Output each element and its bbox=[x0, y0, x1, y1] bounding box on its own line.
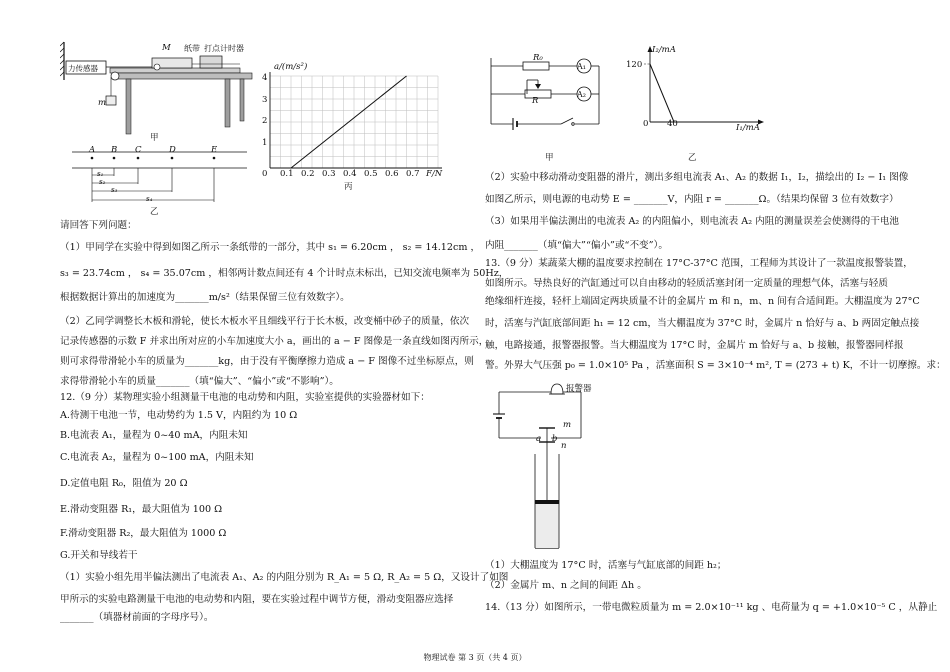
tape-point-e: E bbox=[211, 145, 218, 155]
q11-2-line2: 记录传感器的示数 F 并求出所对应的小车加速度大小 a，画出的 a − F 图像是一条直线如图丙所示， bbox=[60, 336, 489, 347]
q13-line1: 13.（9 分）某蔬菜大棚的温度要求控制在 17°C-37°C 范围，工程师为其设计了一款温度报警装置， bbox=[485, 258, 913, 269]
bing-xtick-05: 0.5 bbox=[364, 169, 378, 179]
fig-circuit bbox=[487, 50, 617, 142]
bucket-mass-label: m bbox=[98, 98, 107, 108]
q12-3-line1: （3）如果用半偏法测出的电流表 A₂ 的内阻偏小，则电流表 A₂ 内阻的测量误差会使测得的干电池 bbox=[485, 216, 900, 227]
q12-title: 12.（9 分）某物理实验小组测量干电池的电动势和内阻，实验室提供的实验器材如下： bbox=[60, 392, 430, 403]
bing-xtick-03: 0.3 bbox=[322, 169, 336, 179]
q14-text: 14.（13 分）如图所示，一带电微粒质量为 m = 2.0×10⁻¹¹ kg 、电荷量为 q = +1.0×10⁻⁵ C ，从静止 bbox=[485, 602, 938, 613]
circuit-a1-label: A₁ bbox=[577, 62, 586, 71]
car-mass-label: M bbox=[162, 43, 171, 53]
q11-2-line4: 求得带滑轮小车的质量_______（填“偏大”、“偏小”或“不影响”）。 bbox=[60, 376, 339, 387]
graph-i2-label: I₂/mA bbox=[652, 45, 676, 55]
q12-1-line1: （1）实验小组先用半偏法测出了电流表 A₁、A₂ 的内阻分别为 R_A₁ = 5 Ω, R_A₂ = 5 Ω，又设计了如图 bbox=[60, 572, 509, 583]
q13-sub2: （2）金属片 m、n 之间的间距 Δh 。 bbox=[485, 580, 647, 591]
tape-point-d: D bbox=[169, 145, 176, 155]
q13-sub1: （1）大棚温度为 17°C 时，活塞与气缸底部的间距 h₂； bbox=[485, 560, 727, 571]
bing-ytick-2: 2 bbox=[262, 116, 268, 126]
timer-label: 打点计时器 bbox=[204, 44, 244, 53]
tape-point-c: C bbox=[135, 145, 142, 155]
q11-2-line1: （2）乙同学调整长木板和滑轮，使长木板水平且细线平行于长木板，改变桶中砂子的质量，依次 bbox=[60, 316, 470, 327]
intro-text: 请回答下列问题： bbox=[60, 220, 137, 231]
sensor-label: 力传感器 bbox=[68, 64, 98, 73]
graph-origin: 0 bbox=[643, 119, 649, 129]
contact-b-label: b bbox=[552, 434, 558, 444]
fig-jia-apparatus bbox=[60, 40, 270, 140]
plate-n-label: n bbox=[561, 441, 567, 451]
graph-caption: 乙 bbox=[688, 153, 697, 163]
q12-1-line3: _______（填器材前面的字母序号）。 bbox=[60, 612, 214, 623]
circuit-a2-label: A₂ bbox=[577, 90, 586, 99]
item-c: C.电流表 A₂，量程为 0~100 mA，内阻未知 bbox=[60, 452, 254, 463]
q13-line4: 时，活塞与汽缸底部间距 h₁ = 12 cm，当大棚温度为 37°C 时，金属片 n 恰好与 a、b 两固定触点接 bbox=[485, 318, 920, 329]
q12-2-line1: （2）实验中移动滑动变阻器的滑片，测出多组电流表 A₁、A₂ 的数据 I₁，I₂，描绘出的 I₂ − I₁ 图像 bbox=[485, 172, 909, 183]
circuit-r-label: R bbox=[532, 96, 539, 106]
item-a: A.待测干电池一节，电动势约为 1.5 V，内阻约为 10 Ω bbox=[60, 410, 298, 421]
fig-bing-graph bbox=[256, 62, 446, 184]
q11-1-line2: s₃ = 23.74cm ， s₄ = 35.07cm ，相邻两计数点间还有 4 个计时点未标出，已知交流电频率为 50Hz， bbox=[60, 268, 509, 279]
fig-yi-caption: 乙 bbox=[150, 207, 159, 217]
plate-m-label: m bbox=[563, 420, 572, 430]
tape-label: 纸带 bbox=[184, 44, 200, 53]
bing-xtick-04: 0.4 bbox=[343, 169, 357, 179]
tape-point-a: A bbox=[89, 145, 96, 155]
bing-xtick-02: 0.2 bbox=[301, 169, 315, 179]
bing-xtick-01: 0.1 bbox=[280, 169, 294, 179]
bing-xlabel: F/N bbox=[426, 169, 443, 179]
q12-3-line2: 内阻_______（填“偏大”“偏小”或“不变”）。 bbox=[485, 240, 668, 251]
segment-s2: s₂ bbox=[99, 178, 106, 186]
segment-s4: s₄ bbox=[146, 195, 153, 203]
fig-i2-i1-graph bbox=[640, 44, 770, 130]
circuit-caption: 甲 bbox=[545, 153, 554, 163]
segment-s3: s₃ bbox=[111, 186, 118, 194]
q11-2-line3: 则可求得带滑轮小车的质量为_______kg，由于没有平衡摩擦力造成 a − F 图像不过坐标原点，则 bbox=[60, 356, 474, 367]
q13-line6: 警。外界大气压强 p₀ = 1.0×10⁵ Pa ，活塞面积 S = 3×10⁻⁴ m², T = (273 + t) K，不计一切摩擦。求： bbox=[485, 360, 946, 371]
bing-xtick-07: 0.7 bbox=[406, 169, 420, 179]
q12-1-line2: 甲所示的实验电路测量干电池的电动势和内阻，要在实验过程中调节方便，滑动变阻器应选择 bbox=[60, 594, 454, 605]
graph-i1-label: I₁/mA bbox=[736, 123, 760, 133]
item-g: G.开关和导线若干 bbox=[60, 550, 138, 561]
alarm-label: 报警器 bbox=[566, 384, 592, 394]
fig-jia-caption: 甲 bbox=[150, 133, 159, 143]
bing-xtick-06: 0.6 bbox=[385, 169, 399, 179]
q13-line2: 如图所示。导热良好的汽缸通过可以自由移动的轻质活塞封闭一定质量的理想气体，活塞与轻质 bbox=[485, 278, 888, 289]
tape-point-b: B bbox=[111, 145, 118, 155]
q11-1-line3: 根据数据计算出的加速度为_______m/s²（结果保留三位有效数字）。 bbox=[60, 292, 350, 303]
page-footer: 物理试卷 第 3 页（共 4 页） bbox=[423, 653, 527, 662]
segment-s1: s₁ bbox=[97, 170, 104, 178]
fig-bing-caption: 丙 bbox=[344, 182, 353, 192]
bing-ytick-1: 1 bbox=[262, 138, 268, 148]
graph-x40: 40 bbox=[667, 119, 678, 129]
bing-ytick-3: 3 bbox=[262, 95, 268, 105]
q12-2-line2: 如图乙所示，则电源的电动势 E = _______V，内阻 r = _______Ω。（结果均保留 3 位有效数字） bbox=[485, 194, 899, 205]
circuit-r0-label: R₀ bbox=[533, 53, 543, 63]
fig-alarm-cylinder bbox=[485, 376, 615, 554]
item-f: F.滑动变阻器 R₂，最大阻值为 1000 Ω bbox=[60, 528, 227, 539]
bing-origin: 0 bbox=[262, 169, 268, 179]
bing-ytick-4: 4 bbox=[262, 73, 268, 83]
item-e: E.滑动变阻器 R₁，最大阻值为 100 Ω bbox=[60, 504, 223, 515]
contact-a-label: a bbox=[536, 434, 542, 444]
item-d: D.定值电阻 R₀，阻值为 20 Ω bbox=[60, 478, 188, 489]
q13-line5: 触，电路接通，报警器报警。当大棚温度为 17°C 时，金属片 m 恰好与 a、b 接触，报警器同样报 bbox=[485, 340, 904, 351]
q13-line3: 绝缘细杆连接，轻杆上端固定两块质量不计的金属片 m 和 n，m、n 间有合适间距。大棚温度为 27°C bbox=[485, 296, 920, 307]
item-b: B.电流表 A₁，量程为 0~40 mA，内阻未知 bbox=[60, 430, 248, 441]
graph-y120: 120 bbox=[626, 60, 643, 70]
q11-1-line1: （1）甲同学在实验中得到如图乙所示一条纸带的一部分，其中 s₁ = 6.20cm ， s₂ = 14.12cm ， bbox=[60, 242, 481, 253]
bing-ylabel: a/(m/s²) bbox=[274, 62, 308, 72]
